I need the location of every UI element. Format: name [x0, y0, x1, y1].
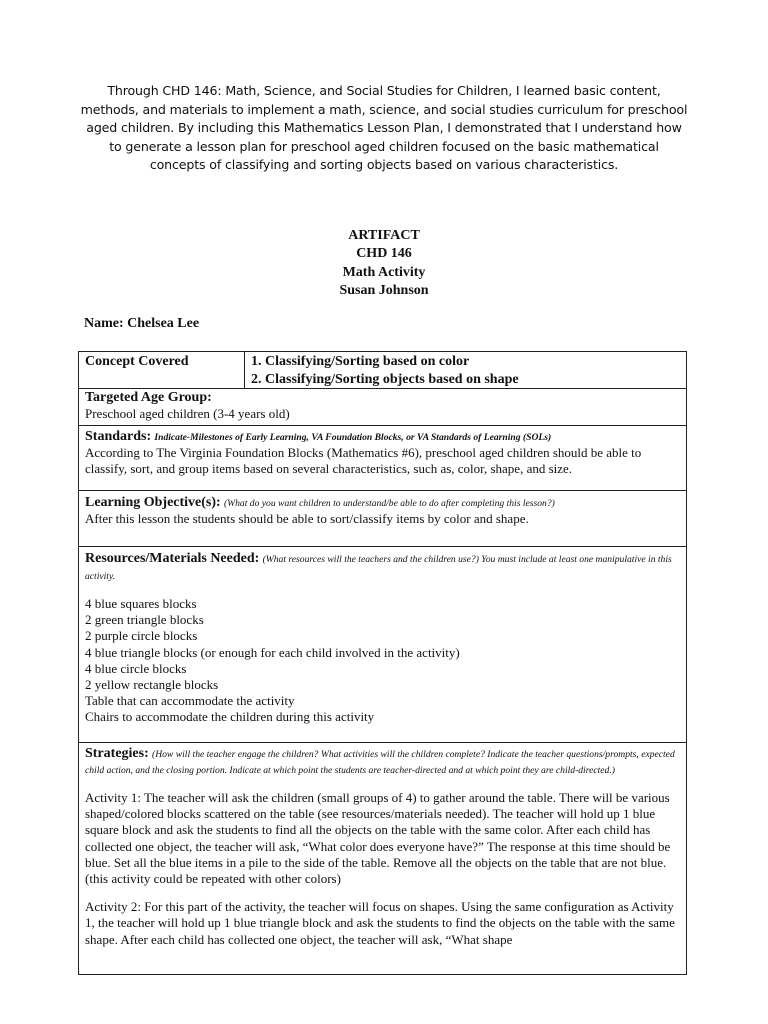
concept-label: Concept Covered [85, 354, 189, 369]
list-item: Chairs to accommodate the children during this activity [85, 709, 375, 725]
artifact-title: ARTIFACT [348, 228, 420, 243]
intro-paragraph: Through CHD 146: Math, Science, and Social Studies for Children, I learned basic content, methods, and materials to implement a math, science, and social studies curriculum for preschool aged children. By including this Mathematics Lesson Plan, I demonstrated that I understand how to generate a lesson plan for preschool aged children focused on the basic mathematical concepts of classifying and sorting objects based on various characteristics. [80, 83, 688, 172]
activity-2-text: Activity 2: For this part of the activity, the teacher will focus on shapes. Using the same configuration as Activity 1, the teacher will hold up 1 blue triangle block and ask the students to find the objects on the table with the same shape. After each child has collected one object, the teacher will ask, “What shape [85, 899, 675, 947]
strategies-hint: (How will the teacher engage the children? What activities will the children complete? Indicate the teacher questions/prompts, expected child action, and the closing portion. Indicate at which point the students are teacher-directed and at which point they are child-directed.) [85, 749, 675, 776]
standards-text: According to The Virginia Foundation Blocks (Mathematics #6), preschool aged children should be able to classify, sort, and group items based on several characteristics, such as, color, shape, and size. [85, 445, 642, 477]
list-item: 2 yellow rectangle blocks [85, 677, 219, 693]
standards-label: Standards: [85, 429, 152, 444]
objectives-label: Learning Objective(s): [85, 495, 221, 510]
materials-list [85, 596, 680, 726]
resources-label: Resources/Materials Needed: [85, 551, 260, 566]
activity-type: Math Activity [342, 264, 426, 280]
course-code: CHD 146 [356, 246, 412, 262]
list-item: 2 purple circle blocks [85, 628, 198, 644]
strategies-row [79, 743, 687, 975]
list-item: 4 blue squares blocks [85, 596, 197, 611]
list-item: 4 blue triangle blocks (or enough for each child involved in the activity) [85, 644, 460, 660]
standards-row [79, 426, 687, 491]
lesson-plan-table [78, 351, 687, 975]
standards-hint: Indicate-Milestones of Early Learning, VA Foundation Blocks, or VA Standards of Learning (SOLs) [154, 432, 552, 443]
age-row [79, 389, 687, 426]
list-item: Table that can accommodate the activity [85, 693, 295, 709]
instructor-name: Susan Johnson [339, 282, 429, 298]
list-item: 2 green triangle blocks [85, 612, 204, 628]
age-value: Preschool aged children (3-4 years old) [85, 406, 290, 422]
concept-item: 1. Classifying/Sorting based on color [251, 354, 470, 369]
artifact-header [0, 227, 768, 300]
concept-item: 2. Classifying/Sorting objects based on shape [251, 371, 519, 387]
objectives-row [79, 491, 687, 547]
concept-row [79, 352, 687, 389]
objectives-hint: (What do you want children to understand/be able to do after completing this lesson?) [223, 498, 555, 509]
strategies-label: Strategies: [85, 746, 149, 761]
activity-1-text: Activity 1: The teacher will ask the children (small groups of 4) to gather around the table. There will be various shaped/colored blocks scattered on the table (see resources/materials needed). The teacher will hold up 1 blue square block and ask the students to find all the objects on the table with the same color. After each child has collected one object, the teacher will ask, “What color does everyone have?” The response at this time should be blue. Set all the blue items in a pile to the side of the table. Remove all the objects on the table that are not blue. (this activity could be repeated with other colors) [85, 790, 671, 887]
student-name: Name: Chelsea Lee [84, 316, 200, 331]
list-item: 4 blue circle blocks [85, 660, 187, 676]
age-label: Targeted Age Group: [85, 390, 212, 405]
resources-row [79, 547, 687, 743]
resources-hint: (What resources will the teachers and the children use?) You must include at least one manipulative in this activity. [85, 554, 672, 582]
objectives-text: After this lesson the students should be able to sort/classify items by color and shape. [85, 511, 529, 527]
